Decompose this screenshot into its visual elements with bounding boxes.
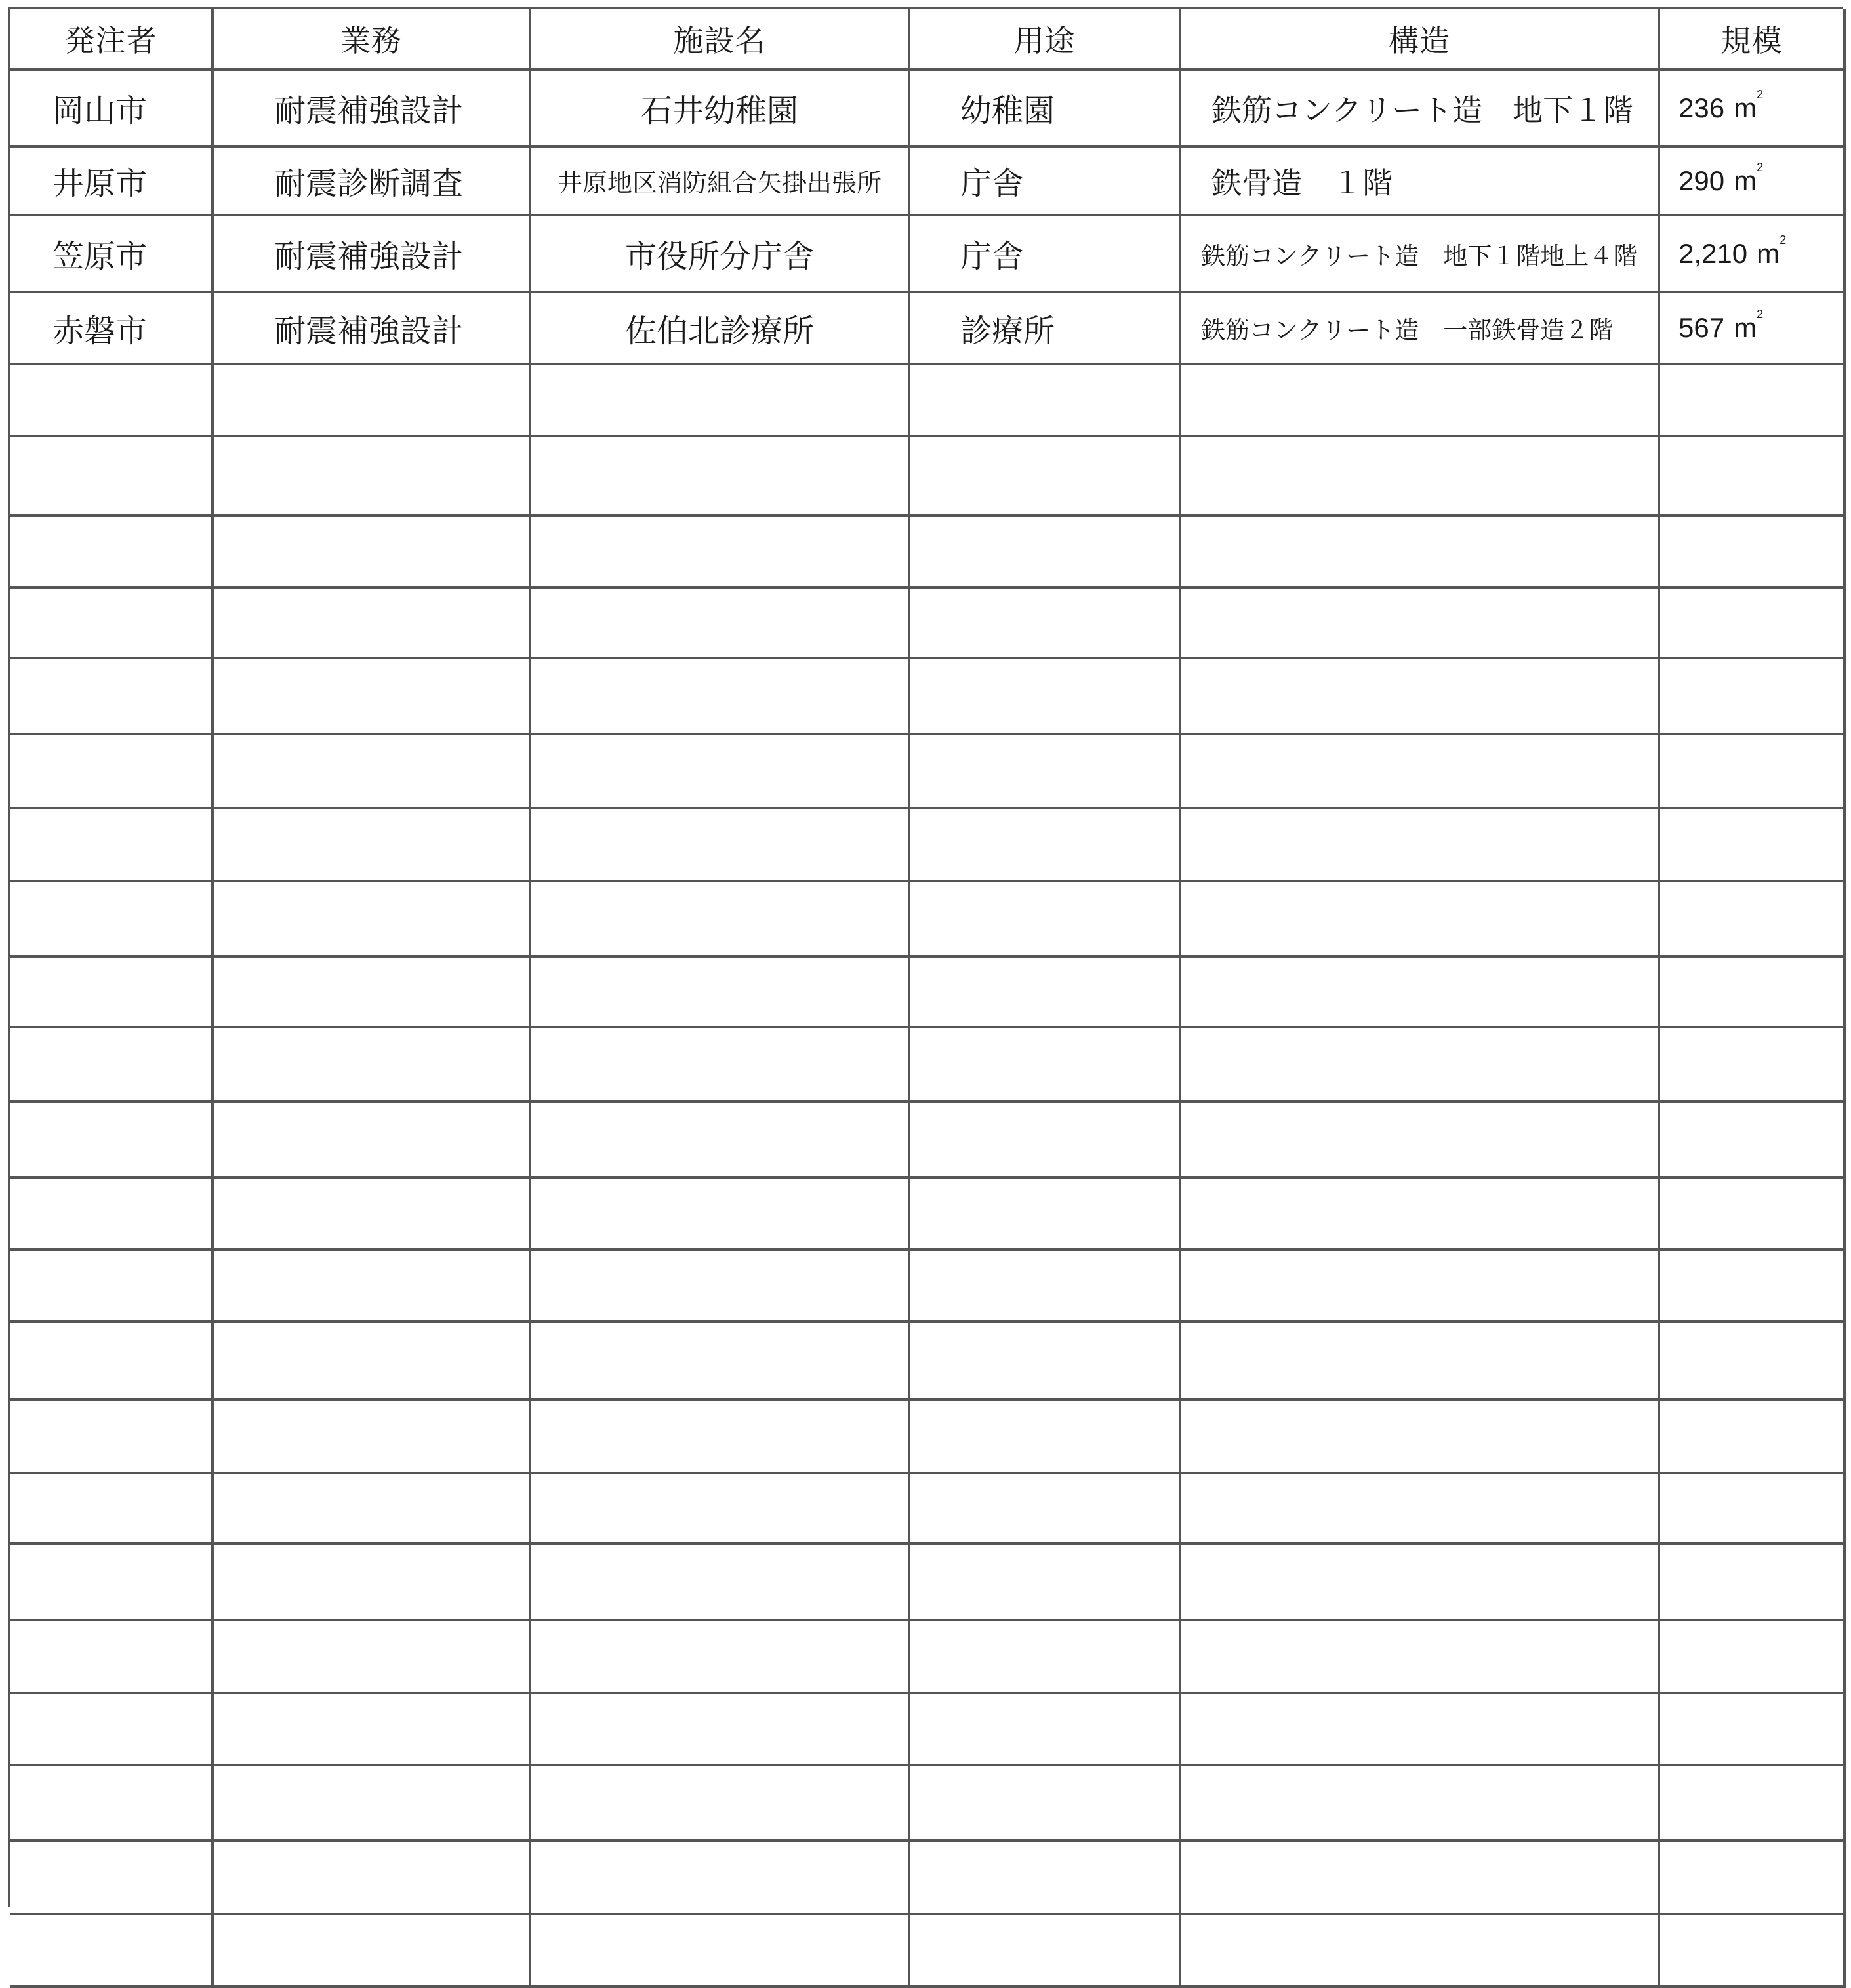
cell-scale	[1660, 71, 1846, 148]
empty-cell-orderer	[10, 1323, 214, 1401]
empty-cell-facility	[531, 437, 910, 517]
empty-cell-facility	[531, 1766, 910, 1842]
empty-cell-structure	[1181, 365, 1660, 437]
cell-facility: 石井幼稚園	[531, 71, 910, 148]
scale-unit: $m^2$	[1734, 87, 1764, 123]
header-facility: 施設名	[531, 9, 910, 71]
empty-cell-use	[910, 958, 1181, 1028]
cell-use: 診療所	[910, 293, 1181, 365]
empty-cell-job	[214, 1401, 531, 1474]
empty-cell-use	[910, 437, 1181, 517]
cell-use: 庁舎	[910, 148, 1181, 216]
empty-cell-use	[910, 735, 1181, 809]
empty-cell-orderer	[10, 735, 214, 809]
empty-cell-use	[910, 1103, 1181, 1179]
cell-structure: 鉄筋コンクリート造 地下１階	[1181, 71, 1660, 148]
empty-cell-scale	[1660, 1915, 1846, 1988]
empty-cell-job	[214, 1323, 531, 1401]
empty-cell-structure	[1181, 882, 1660, 958]
empty-cell-use	[910, 365, 1181, 437]
header-use: 用途	[910, 9, 1181, 71]
empty-cell-facility	[531, 735, 910, 809]
empty-cell-structure	[1181, 1545, 1660, 1621]
empty-cell-structure	[1181, 1915, 1660, 1988]
empty-cell-job	[214, 1694, 531, 1766]
empty-cell-scale	[1660, 1179, 1846, 1251]
empty-cell-structure	[1181, 958, 1660, 1028]
empty-cell-job	[214, 1474, 531, 1545]
empty-cell-job	[214, 659, 531, 735]
empty-cell-use	[910, 1028, 1181, 1103]
empty-cell-job	[214, 365, 531, 437]
empty-cell-use	[910, 659, 1181, 735]
empty-cell-orderer	[10, 1915, 214, 1988]
empty-cell-structure	[1181, 1401, 1660, 1474]
empty-cell-structure	[1181, 1766, 1660, 1842]
empty-cell-facility	[531, 1915, 910, 1988]
empty-cell-orderer	[10, 958, 214, 1028]
empty-cell-facility	[531, 958, 910, 1028]
empty-cell-job	[214, 809, 531, 882]
empty-cell-scale	[1660, 1474, 1846, 1545]
empty-cell-facility	[531, 882, 910, 958]
header-orderer: 発注者	[10, 9, 214, 71]
empty-cell-scale	[1660, 1621, 1846, 1694]
empty-cell-facility	[531, 1842, 910, 1915]
empty-cell-scale	[1660, 1694, 1846, 1766]
empty-cell-use	[910, 1766, 1181, 1842]
empty-cell-facility	[531, 517, 910, 589]
cell-facility: 市役所分庁舎	[531, 216, 910, 293]
empty-cell-facility	[531, 1103, 910, 1179]
empty-cell-structure	[1181, 1251, 1660, 1323]
scale-value: 567	[1678, 312, 1725, 343]
empty-cell-scale	[1660, 1766, 1846, 1842]
empty-cell-scale	[1660, 735, 1846, 809]
empty-cell-use	[910, 589, 1181, 659]
empty-cell-facility	[531, 1694, 910, 1766]
empty-cell-facility	[531, 589, 910, 659]
empty-cell-orderer	[10, 1545, 214, 1621]
empty-cell-orderer	[10, 1842, 214, 1915]
empty-cell-job	[214, 1766, 531, 1842]
empty-cell-use	[910, 1179, 1181, 1251]
empty-cell-use	[910, 1915, 1181, 1988]
empty-cell-orderer	[10, 589, 214, 659]
empty-cell-job	[214, 1545, 531, 1621]
empty-cell-facility	[531, 659, 910, 735]
empty-cell-job	[214, 1621, 531, 1694]
empty-cell-use	[910, 1694, 1181, 1766]
empty-cell-scale	[1660, 659, 1846, 735]
empty-cell-scale	[1660, 437, 1846, 517]
empty-cell-structure	[1181, 1842, 1660, 1915]
empty-cell-orderer	[10, 882, 214, 958]
empty-cell-orderer	[10, 1694, 214, 1766]
empty-cell-use	[910, 1842, 1181, 1915]
empty-cell-facility	[531, 1474, 910, 1545]
cell-scale	[1660, 293, 1846, 365]
empty-cell-orderer	[10, 365, 214, 437]
empty-cell-structure	[1181, 589, 1660, 659]
cell-orderer: 岡山市	[10, 71, 214, 148]
empty-cell-orderer	[10, 437, 214, 517]
empty-cell-job	[214, 882, 531, 958]
empty-cell-structure	[1181, 659, 1660, 735]
empty-cell-structure	[1181, 735, 1660, 809]
empty-cell-job	[214, 735, 531, 809]
empty-cell-job	[214, 1179, 531, 1251]
empty-cell-job	[214, 1251, 531, 1323]
empty-cell-facility	[531, 1323, 910, 1401]
empty-cell-structure	[1181, 517, 1660, 589]
cell-job: 耐震診断調査	[214, 148, 531, 216]
cell-structure: 鉄骨造 １階	[1181, 148, 1660, 216]
cell-use: 幼稚園	[910, 71, 1181, 148]
cell-structure: 鉄筋コンクリート造 一部鉄骨造２階	[1181, 293, 1660, 365]
empty-cell-scale	[1660, 1842, 1846, 1915]
empty-cell-use	[910, 1621, 1181, 1694]
empty-cell-job	[214, 1842, 531, 1915]
empty-cell-orderer	[10, 1401, 214, 1474]
empty-cell-orderer	[10, 1766, 214, 1842]
cell-orderer: 井原市	[10, 148, 214, 216]
empty-cell-use	[910, 1474, 1181, 1545]
empty-cell-scale	[1660, 1545, 1846, 1621]
scale-unit: $m^2$	[1734, 308, 1764, 343]
empty-cell-job	[214, 589, 531, 659]
cell-orderer: 赤磐市	[10, 293, 214, 365]
cell-job: 耐震補強設計	[214, 216, 531, 293]
cell-orderer: 笠原市	[10, 216, 214, 293]
empty-cell-use	[910, 809, 1181, 882]
empty-cell-structure	[1181, 437, 1660, 517]
empty-cell-scale	[1660, 809, 1846, 882]
empty-cell-orderer	[10, 1251, 214, 1323]
cell-facility: 井原地区消防組合矢掛出張所	[531, 148, 910, 216]
empty-cell-facility	[531, 1028, 910, 1103]
header-scale: 規模	[1660, 9, 1846, 71]
empty-cell-structure	[1181, 1179, 1660, 1251]
cell-scale	[1660, 148, 1846, 216]
empty-cell-job	[214, 1915, 531, 1988]
empty-cell-structure	[1181, 1323, 1660, 1401]
empty-cell-job	[214, 1028, 531, 1103]
empty-cell-facility	[531, 365, 910, 437]
empty-cell-scale	[1660, 1401, 1846, 1474]
empty-cell-job	[214, 517, 531, 589]
scale-value: 2,210	[1678, 237, 1748, 269]
empty-cell-use	[910, 1401, 1181, 1474]
empty-cell-facility	[531, 1251, 910, 1323]
cell-facility: 佐伯北診療所	[531, 293, 910, 365]
empty-cell-facility	[531, 809, 910, 882]
empty-cell-orderer	[10, 659, 214, 735]
empty-cell-structure	[1181, 1474, 1660, 1545]
empty-cell-orderer	[10, 1179, 214, 1251]
cell-scale	[1660, 216, 1846, 293]
works-record-table	[8, 7, 1843, 1907]
empty-cell-use	[910, 882, 1181, 958]
empty-cell-orderer	[10, 1103, 214, 1179]
empty-cell-orderer	[10, 1621, 214, 1694]
empty-cell-job	[214, 1103, 531, 1179]
empty-cell-job	[214, 958, 531, 1028]
empty-cell-scale	[1660, 1251, 1846, 1323]
empty-cell-scale	[1660, 589, 1846, 659]
empty-cell-use	[910, 517, 1181, 589]
header-job: 業務	[214, 9, 531, 71]
empty-cell-orderer	[10, 517, 214, 589]
scale-unit: $m^2$	[1734, 160, 1764, 196]
empty-cell-scale	[1660, 517, 1846, 589]
empty-cell-orderer	[10, 809, 214, 882]
cell-job: 耐震補強設計	[214, 293, 531, 365]
empty-cell-facility	[531, 1621, 910, 1694]
empty-cell-facility	[531, 1179, 910, 1251]
cell-structure: 鉄筋コンクリート造 地下１階地上４階	[1181, 216, 1660, 293]
empty-cell-scale	[1660, 958, 1846, 1028]
empty-cell-structure	[1181, 1028, 1660, 1103]
empty-cell-orderer	[10, 1474, 214, 1545]
cell-use: 庁舎	[910, 216, 1181, 293]
empty-cell-structure	[1181, 1621, 1660, 1694]
empty-cell-orderer	[10, 1028, 214, 1103]
empty-cell-use	[910, 1545, 1181, 1621]
empty-cell-structure	[1181, 1103, 1660, 1179]
empty-cell-scale	[1660, 1323, 1846, 1401]
empty-cell-use	[910, 1323, 1181, 1401]
empty-cell-structure	[1181, 809, 1660, 882]
scale-value: 290	[1678, 165, 1725, 196]
empty-cell-scale	[1660, 882, 1846, 958]
empty-cell-facility	[531, 1545, 910, 1621]
empty-cell-job	[214, 437, 531, 517]
empty-cell-facility	[531, 1401, 910, 1474]
scale-unit: $m^2$	[1757, 233, 1787, 269]
empty-cell-scale	[1660, 365, 1846, 437]
header-structure: 構造	[1181, 9, 1660, 71]
empty-cell-scale	[1660, 1028, 1846, 1103]
empty-cell-use	[910, 1251, 1181, 1323]
scale-value: 236	[1678, 92, 1725, 123]
cell-job: 耐震補強設計	[214, 71, 531, 148]
empty-cell-scale	[1660, 1103, 1846, 1179]
empty-cell-structure	[1181, 1694, 1660, 1766]
